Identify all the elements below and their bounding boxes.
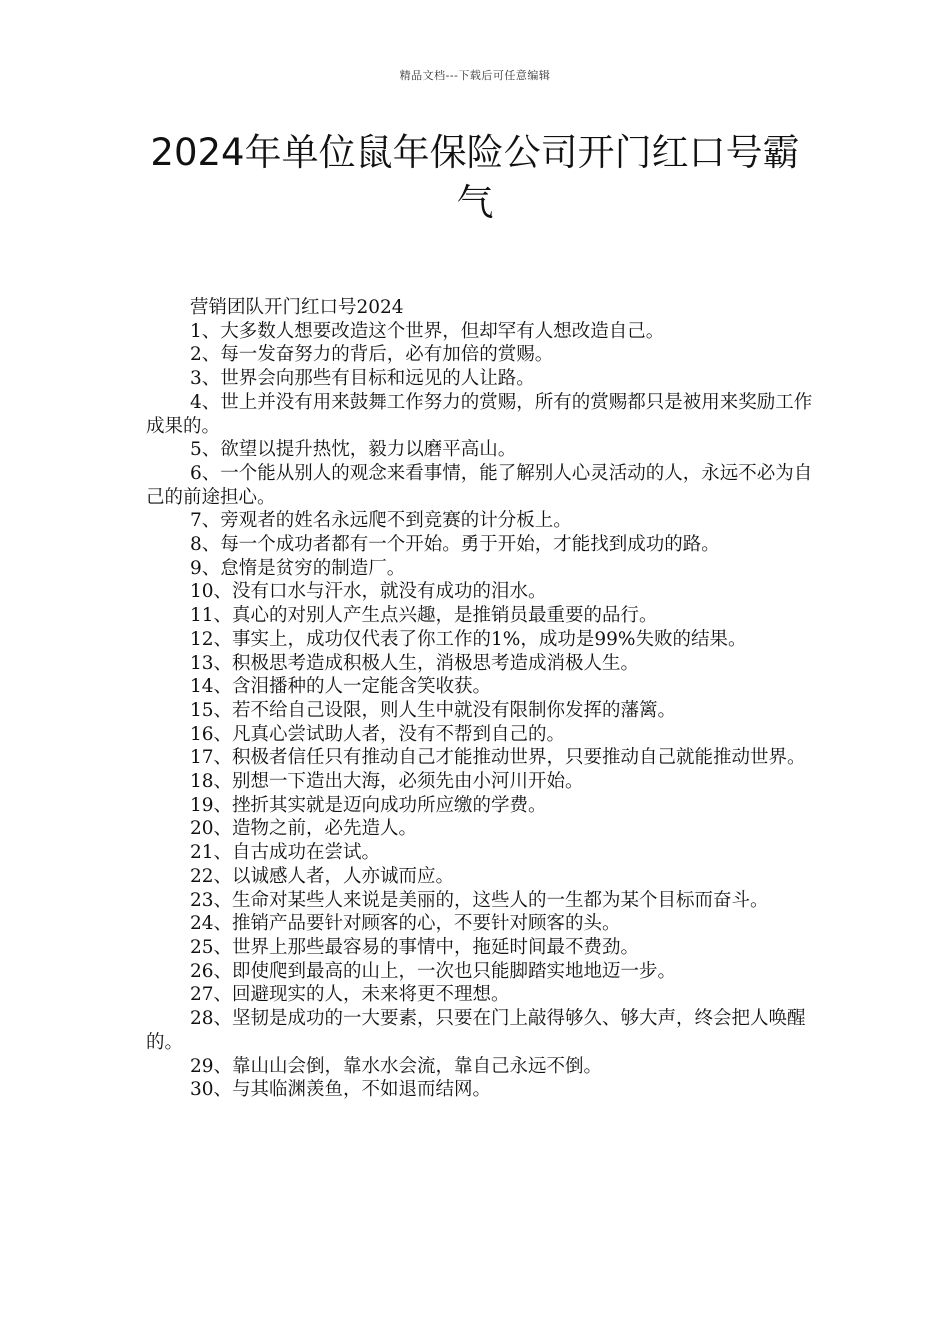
- slogan-item: 15、若不给自己设限，则人生中就没有限制你发挥的藩篱。: [190, 699, 677, 721]
- slogan-item: 11、真心的对别人产生点兴趣，是推销员最重要的品行。: [190, 605, 658, 627]
- slogan-item: 3、世界会向那些有目标和远见的人让路。: [190, 368, 535, 390]
- document-body: [146, 296, 818, 1102]
- slogan-item: 8、每一个成功者都有一个开始。勇于开始，才能找到成功的路。: [190, 534, 720, 556]
- slogan-item: 30、与其临渊羡鱼，不如退而结网。: [190, 1079, 492, 1101]
- slogan-item: 5、欲望以提升热忱，毅力以磨平高山。: [190, 439, 517, 461]
- slogan-item: 22、以诚感人者，人亦诚而应。: [190, 865, 455, 887]
- header-note: 精品文档---下载后可任意编辑: [399, 69, 551, 82]
- slogan-item: 26、即使爬到最高的山上，一次也只能脚踏实地地迈一步。: [190, 960, 677, 982]
- section-subtitle: 营销团队开门红口号2024: [190, 297, 404, 318]
- slogan-item: 28、坚韧是成功的一大要素，只要在门上敲得够久、够大声，终会把人唤醒的。: [146, 1008, 806, 1053]
- slogan-item: 10、没有口水与汗水，就没有成功的泪水。: [190, 581, 547, 603]
- slogan-item: 12、事实上，成功仅代表了你工作的1%，成功是99%失败的结果。: [190, 628, 747, 650]
- slogan-item: 21、自古成功在尝试。: [190, 842, 381, 864]
- slogan-item: 14、含泪播种的人一定能含笑收获。: [190, 676, 492, 698]
- slogan-item: 1、大多数人想要改造这个世界，但却罕有人想改造自己。: [190, 320, 665, 342]
- slogan-item: 13、积极思考造成积极人生，消极思考造成消极人生。: [190, 652, 640, 674]
- slogan-item: 24、推销产品要针对顾客的心，不要针对顾客的头。: [190, 913, 621, 935]
- slogan-item: 2、每一发奋努力的背后，必有加倍的赏赐。: [190, 344, 554, 366]
- slogan-item: 17、积极者信任只有推动自己才能推动世界，只要推动自己就能推动世界。: [190, 747, 806, 769]
- slogan-item: 25、世界上那些最容易的事情中，拖延时间最不费劲。: [190, 936, 640, 958]
- slogan-item: 4、世上并没有用来鼓舞工作努力的赏赐，所有的赏赐都只是被用来奖励工作成果的。: [146, 391, 813, 437]
- slogan-item: 18、别想一下造出大海，必须先由小河川开始。: [190, 771, 584, 793]
- slogan-item: 27、回避现实的人，未来将更不理想。: [190, 984, 510, 1006]
- slogan-item: 7、旁观者的姓名永远爬不到竞赛的计分板上。: [190, 510, 572, 532]
- slogan-item: 16、凡真心尝试助人者，没有不帮到自己的。: [190, 723, 566, 745]
- slogan-item: 23、生命对某些人来说是美丽的，这些人的一生都为某个目标而奋斗。: [190, 889, 769, 911]
- slogan-item: 9、怠惰是贫穷的制造厂。: [190, 557, 406, 579]
- document-title: 2024年单位鼠年保险公司开门红口号霸气: [150, 131, 800, 224]
- slogan-item: 6、一个能从别人的观念来看事情，能了解别人心灵活动的人，永远不必为自己的前途担心。: [146, 462, 813, 508]
- slogan-item: 20、造物之前，必先造人。: [190, 818, 418, 840]
- slogan-item: 29、靠山山会倒，靠水水会流，靠自己永远不倒。: [190, 1055, 603, 1077]
- slogan-item: 19、挫折其实就是迈向成功所应缴的学费。: [190, 794, 547, 816]
